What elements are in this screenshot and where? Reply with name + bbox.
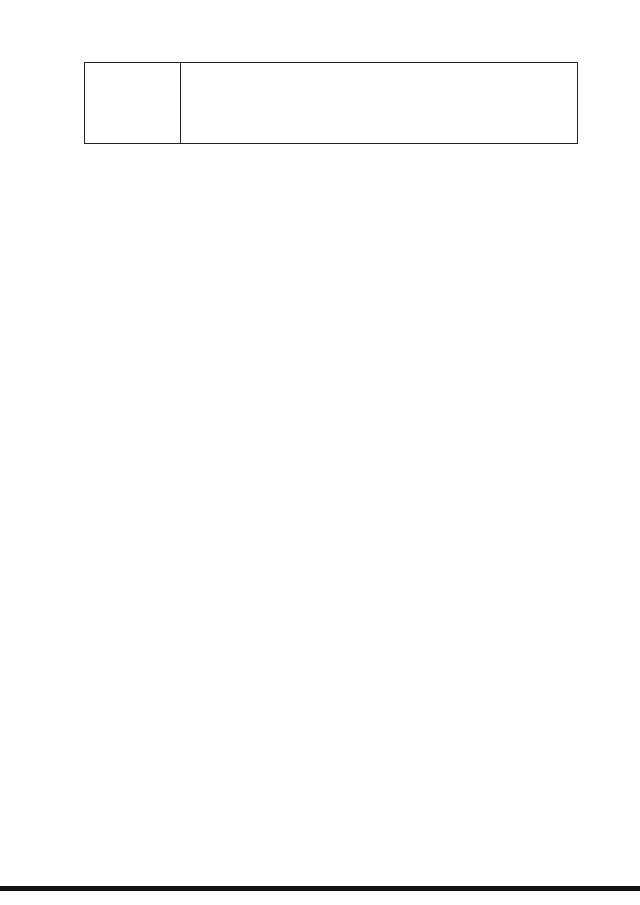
bottom-rule [0, 886, 640, 891]
header-code-column [85, 63, 181, 143]
table-header [84, 62, 578, 144]
header-name-column [181, 63, 577, 143]
